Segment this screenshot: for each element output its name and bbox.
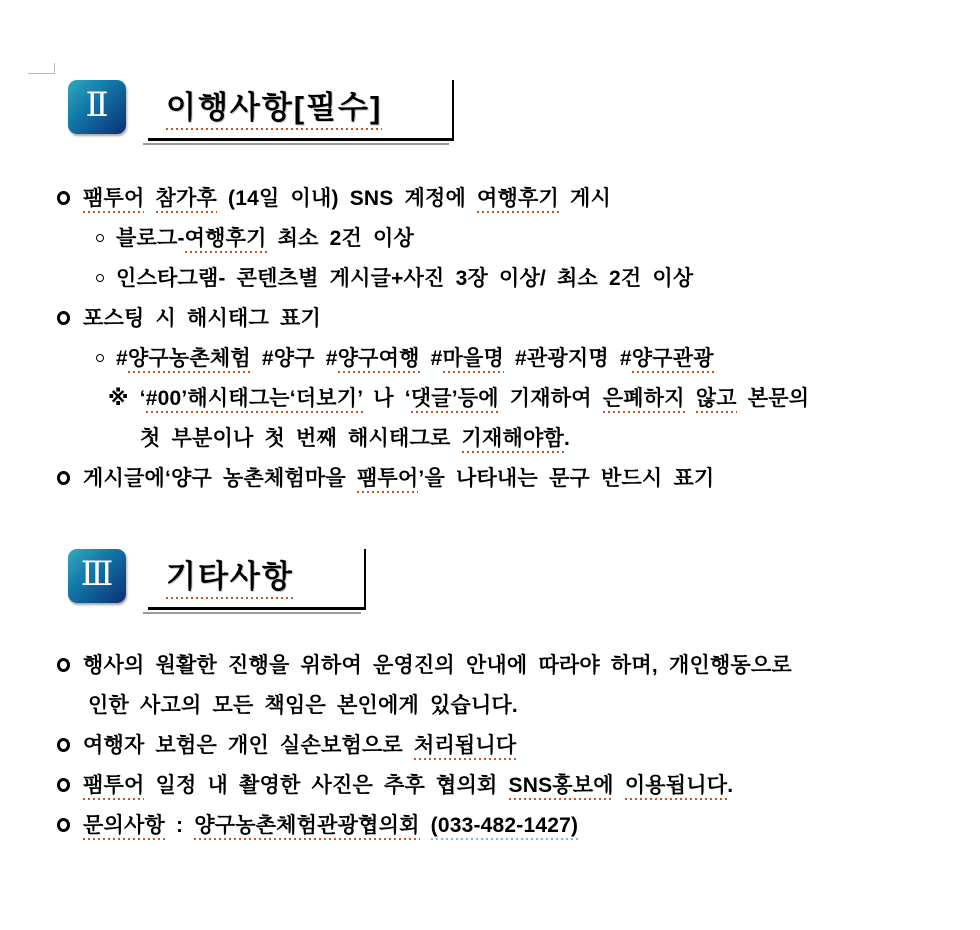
line-text: [83, 462, 714, 492]
spellcheck-marked-text: 양구여행: [338, 347, 420, 373]
section-header: [68, 80, 980, 141]
text-segment: .: [563, 427, 570, 450]
line-text: [83, 729, 516, 759]
spellcheck-marked-text: 여행후기: [185, 227, 267, 253]
text-segment: #: [419, 347, 443, 370]
text-segment: 행사의 원활한 진행을 위하여 운영진의 안내에 따라야 하며, 개인행동으로: [83, 654, 792, 677]
line-text: [140, 422, 570, 452]
text-segment: .: [727, 774, 734, 797]
section-number: Ⅱ: [85, 87, 109, 124]
text-segment: 블로그-: [116, 227, 185, 250]
spellcheck-marked-text: #00’해시태그는‘더보기’: [146, 387, 363, 413]
line-text: [83, 769, 733, 799]
list-item: [0, 217, 980, 257]
section-number: Ⅲ: [80, 556, 114, 593]
text-segment: 최소 2건 이상: [266, 227, 415, 250]
section: [0, 80, 980, 497]
spellcheck-marked-text: 않고: [696, 387, 737, 413]
text-segment: :: [164, 814, 195, 837]
line-text: [83, 649, 792, 679]
text-segment: 본문의: [736, 387, 810, 410]
text-segment: 첫 부분이나 첫 번째 해시태그로: [140, 427, 462, 450]
list-item: [0, 804, 980, 844]
bullet-circle-icon: [57, 738, 70, 752]
spellcheck-marked-text: 양구농촌체험: [128, 347, 251, 373]
line-text: [116, 222, 414, 252]
list-item: [0, 297, 980, 337]
sub-bullet-circle-icon: [96, 234, 104, 242]
section-number-badge: [68, 80, 126, 134]
spellcheck-marked-text: 팸투어: [83, 187, 144, 213]
line-text: [108, 382, 809, 412]
line-text: [83, 302, 321, 332]
sub-bullet-circle-icon: [96, 354, 104, 362]
text-segment: ’을 나타내는 문구 반드시 표기: [418, 467, 715, 490]
line-text: [116, 262, 693, 292]
bullet-circle-icon: [57, 778, 70, 792]
list-item: [0, 764, 980, 804]
list-item: [0, 417, 980, 457]
bullet-circle-icon: [57, 818, 70, 832]
spellcheck-marked-text: 팸투어: [357, 467, 418, 493]
text-segment: [614, 774, 625, 797]
spellcheck-marked-text: (033-482-1427): [431, 814, 579, 840]
section-title: 이행사항[필수]: [166, 82, 382, 130]
bullet-circle-icon: [57, 658, 70, 672]
spellcheck-marked-text: 문의사항: [83, 814, 165, 840]
text-segment: #양구 #: [250, 347, 338, 370]
text-segment: 여행자 보험은 개인 실손보험으로: [83, 734, 414, 757]
page-corner-mark: [28, 63, 55, 74]
section-body: [0, 177, 980, 497]
spellcheck-marked-text: 참가후: [156, 187, 217, 213]
list-item: [0, 457, 980, 497]
bullet-circle-icon: [57, 311, 70, 325]
spellcheck-marked-text: SNS홍보에: [509, 774, 614, 800]
text-segment: [420, 814, 431, 837]
spellcheck-marked-text: 양구농촌체험관광협의회: [194, 814, 419, 840]
list-item: [0, 684, 980, 724]
section-number-badge: [68, 549, 126, 603]
section-body: [0, 644, 980, 844]
text-segment: ※ ‘: [108, 387, 146, 410]
text-segment: [685, 387, 696, 410]
bullet-circle-icon: [57, 191, 70, 205]
text-segment: [144, 187, 155, 210]
text-segment: #: [116, 347, 128, 370]
text-segment: 일정 내 촬영한 사진은 추후 협의회: [144, 774, 509, 797]
spellcheck-marked-text: 여행후기: [477, 187, 559, 213]
line-text: [83, 809, 578, 839]
text-segment: 나 ‘: [362, 387, 411, 410]
spellcheck-marked-text: 이용됩니다: [625, 774, 727, 800]
line-text: [88, 689, 518, 719]
note-line: [0, 377, 980, 417]
text-segment: 게시: [558, 187, 611, 210]
sub-bullet-circle-icon: [96, 274, 104, 282]
spellcheck-marked-text: 기재해야함: [462, 427, 564, 453]
section-header: [68, 549, 980, 610]
spellcheck-marked-text: 처리됩니다: [414, 734, 516, 760]
line-text: [83, 182, 611, 212]
list-item: [0, 337, 980, 377]
list-item: [0, 257, 980, 297]
text-segment: 기재하여: [498, 387, 603, 410]
text-segment: (14일 이내) SNS 계정에: [216, 187, 477, 210]
line-text: [116, 342, 714, 372]
spellcheck-marked-text: 댓글’등에: [411, 387, 499, 413]
list-item: [0, 724, 980, 764]
text-segment: 인스타그램- 콘텐츠별 게시글+사진 3장 이상/ 최소 2건 이상: [116, 267, 694, 290]
sections-container: [0, 80, 980, 844]
section: [0, 549, 980, 844]
spellcheck-marked-text: 양구관광: [632, 347, 714, 373]
text-segment: #관광지명 #: [503, 347, 632, 370]
spellcheck-marked-text: 팸투어: [83, 774, 144, 800]
text-segment: 게시글에‘양구 농촌체험마을: [83, 467, 357, 490]
section-title-box: [148, 549, 366, 610]
section-title: 기타사항: [166, 551, 294, 599]
text-segment: 포스팅 시 해시태그 표기: [83, 307, 321, 330]
text-segment: 인한 사고의 모든 책임은 본인에게 있습니다.: [88, 694, 518, 717]
bullet-circle-icon: [57, 471, 70, 485]
section-title-box: [148, 80, 454, 141]
list-item: [0, 644, 980, 684]
list-item: [0, 177, 980, 217]
spellcheck-marked-text: 마을명: [443, 347, 504, 373]
spellcheck-marked-text: 은폐하지: [603, 387, 685, 413]
